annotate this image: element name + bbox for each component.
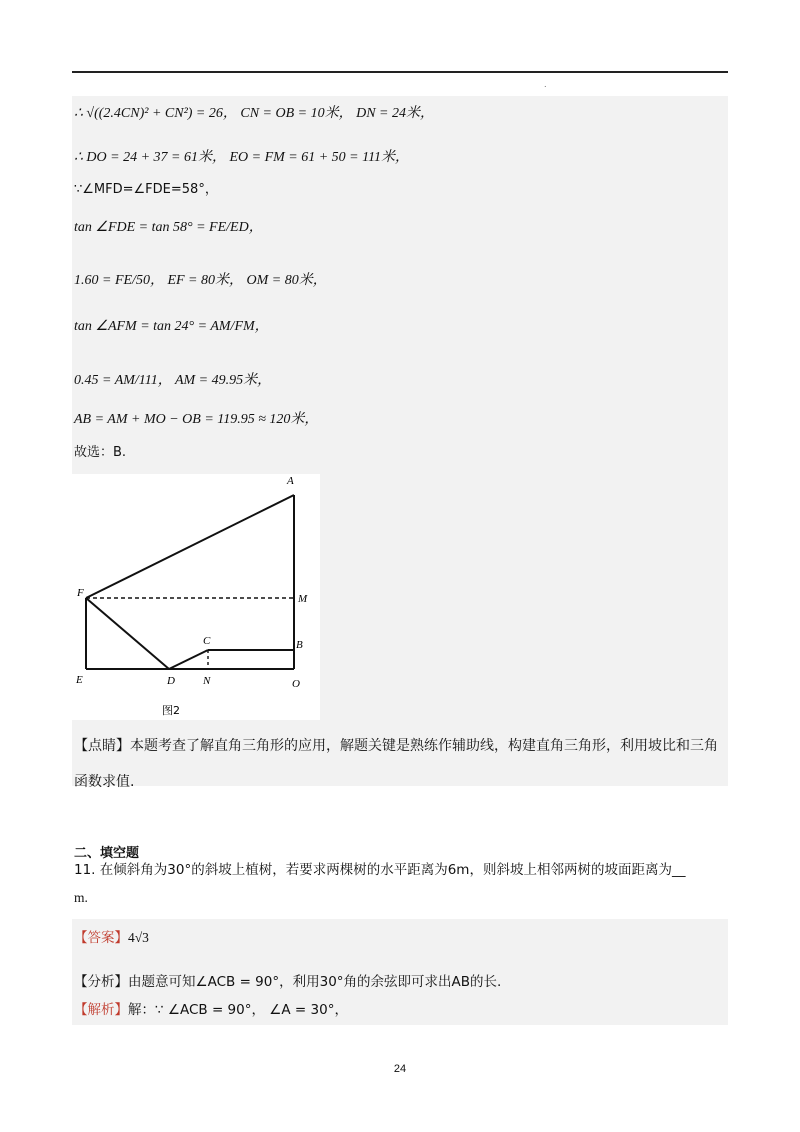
label-C: C — [203, 635, 211, 647]
explanation-line — [74, 996, 726, 1024]
solution-line-7: 0.45 = AM/111， AM = 49.95米， — [74, 373, 272, 388]
page-number: 24 — [393, 1063, 407, 1075]
solution-line-3: ∵∠MFD=∠FDE=58°， — [74, 182, 218, 197]
section-heading: 二、填空题 — [74, 846, 140, 861]
label-A: A — [287, 475, 294, 487]
analysis-tag: 【分析】 — [74, 974, 128, 990]
label-D: D — [167, 675, 175, 687]
question-11 — [74, 856, 726, 912]
label-N: N — [203, 675, 211, 687]
label-M: M — [298, 593, 308, 605]
comment-text: 本题考查了解直角三角形的应用，解题关键是熟练作辅助线，构建直角三角形，利用坡比和三角函数求值. — [74, 738, 718, 790]
explanation-tag: 【解析】 — [74, 1002, 128, 1018]
label-O: O — [292, 678, 300, 690]
label-E: E — [76, 674, 83, 686]
solution-line-1: ∴ √((2.4CN)² + CN²) = 26， CN = OB = 10米， DN = 24米， — [74, 106, 435, 121]
geometry-figure — [72, 474, 320, 724]
answer-value: 4√3 — [128, 930, 149, 945]
label-F: F — [77, 587, 84, 599]
solution-line-6: tan ∠AFM = tan 24° = AM/FM， — [74, 319, 269, 334]
label-B: B — [296, 639, 303, 651]
header-rule — [72, 71, 728, 73]
analysis-line — [74, 968, 726, 996]
question-unit: m. — [74, 890, 88, 905]
comment-paragraph — [74, 728, 726, 800]
question-text: 在倾斜角为30°的斜坡上植树，若要求两棵树的水平距离为6m，则斜坡上相邻两树的坡面距离为__ — [99, 862, 686, 878]
solution-line-4: tan ∠FDE = tan 58° = FE/ED， — [74, 220, 263, 235]
question-number: 11. — [74, 862, 96, 878]
explanation-text: 解：∵ ∠ACB = 90°， ∠A = 30°， — [128, 1002, 348, 1018]
comment-tag: 【点睛】 — [74, 738, 130, 754]
solution-line-9: 故选：B. — [74, 445, 127, 460]
figure-caption: 图2 — [162, 704, 180, 717]
analysis-text: 由题意可知∠ACB = 90°，利用30°角的余弦即可求出AB的长. — [128, 974, 502, 990]
solution-line-5: 1.60 = FE/50， EF = 80米， OM = 80米， — [74, 273, 327, 288]
answer-line — [74, 924, 726, 952]
solution-line-2: ∴ DO = 24 + 37 = 61米， EO = FM = 61 + 50 = 111米， — [74, 150, 410, 165]
solution-line-8: AB = AM + MO − OB = 119.95 ≈ 120米， — [74, 412, 319, 427]
answer-tag: 【答案】 — [74, 930, 128, 946]
figure-2-diagram — [72, 474, 320, 720]
header-mark: . — [544, 80, 547, 89]
